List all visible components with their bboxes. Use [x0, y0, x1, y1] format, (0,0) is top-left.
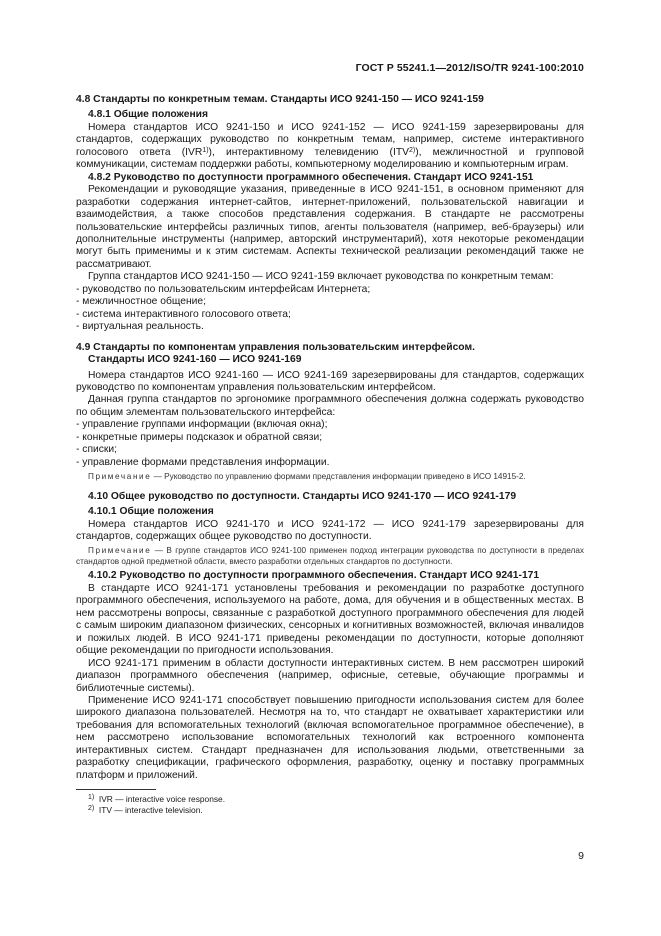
section-4-8-2-paragraph-1: Рекомендации и руководящие указания, приведенные в ИСО 9241-151, в основном применяют для разработки содержания интернет-сайтов, интернет-приложений, пользовательской навигации и взаимодействия, а также способов представления содержания. В стандарте не рассмотрены пользовательские интерфейсы различных типов, агенты пользователя (например, веб-браузеры) или дополнительные инструменты (например, авторский инструментарий), хотя некоторые рекомендации могут быть применимы и к этим системам. Аспекты технической реализации рекомендаций также не рассматривают.	[76, 184, 584, 270]
section-4-8-1-paragraph	[76, 122, 584, 172]
list-item: - система интерактивного голосового ответа;	[76, 308, 291, 320]
section-4-8-2-heading: 4.8.2 Руководство по доступности программного обеспечения. Стандарт ИСО 9241-151	[88, 171, 534, 183]
section-4-10-1-note	[76, 546, 584, 567]
page-number: 9	[578, 850, 584, 862]
footnote-ref-2: 2)	[409, 146, 416, 154]
section-4-10-heading: 4.10 Общее руководство по доступности. Стандарты ИСО 9241-170 — ИСО 9241-179	[88, 490, 517, 502]
section-4-8-heading: 4.8 Стандарты по конкретным темам. Стандарты ИСО 9241-150 — ИСО 9241-159	[76, 94, 484, 105]
section-4-8-1-heading: 4.8.1 Общие положения	[88, 109, 208, 121]
section-4-10-1-paragraph: Номера стандартов ИСО 9241-170 и ИСО 9241-172 — ИСО 9241-179 зарезервированы для стандартов, содержащих общее руководство по доступности.	[76, 518, 584, 542]
section-4-9-note	[76, 472, 584, 483]
note-label: Примечание	[88, 472, 152, 482]
footnote-divider	[76, 789, 156, 790]
section-4-8-2-paragraph-2: Группа стандартов ИСО 9241-150 — ИСО 9241-159 включает руководства по конкретным темам:	[88, 271, 554, 283]
footnote-mark: 1)	[88, 794, 95, 801]
section-4-10-2-paragraph-3: Применение ИСО 9241-171 способствует повышению пригодности использования систем для более широкого диапазона пользователей. Несмотря на то, что стандарт не охватывает характеристики или требования для вспомогательных технологий (включая вспомогательное программное обеспечение), в нем рассмотрено использование вспомогательных технологий как встроенного компонента интерактивных систем. Стандарт предназначен для использования людьми, ответственными за разработку спецификации, графического оформления, разработку, оценку и поставку программных платформ и приложений.	[76, 694, 584, 781]
note-text: — Руководство по управлению формами представления информации приведено в ИСО 14915-2.	[153, 472, 526, 482]
section-4-9-heading-line-2: Стандарты ИСО 9241-160 — ИСО 9241-169	[88, 354, 302, 366]
list-item: - управление формами представления информации.	[76, 456, 330, 468]
footnote-item	[76, 805, 584, 816]
list-item: - виртуальная реальность.	[76, 321, 204, 333]
paragraph-text: ), межличностной и групповой коммуникации, системам поддержки работы, компьютерному моделированию и компьютерным играм.	[76, 146, 584, 171]
paragraph-text: ), интерактивному телевидению (ITV	[208, 146, 409, 158]
footnote-text: IVR — interactive voice response.	[98, 794, 226, 804]
note-label: Примечание	[88, 546, 152, 556]
section-4-9-heading-line-1: 4.9 Стандарты по компонентам управления пользовательским интерфейсом.	[76, 341, 475, 353]
paragraph-text: Номера стандартов ИСО 9241-150 и ИСО 9241-152 — ИСО 9241-159 зарезервированы для стандартов, содержащих руководство по конкретным темам, например, системе интерактивного голосового ответа (IVR	[76, 121, 584, 158]
section-4-10-1-heading: 4.10.1 Общие положения	[88, 506, 214, 518]
list-item: - конкретные примеры подсказок и обратной связи;	[76, 431, 323, 443]
footnote-text: ITV — interactive television.	[98, 804, 203, 815]
footnote-mark: 2)	[88, 804, 95, 812]
footnote-ref-1: 1)	[202, 146, 209, 154]
section-4-9-paragraph-1: Номера стандартов ИСО 9241-160 — ИСО 9241-169 зарезервированы для стандартов, содержащих руководство по компонентам управления пользовательским интерфейсом.	[76, 369, 584, 393]
section-4-10-2-paragraph-2: ИСО 9241-171 применим в области доступности интерактивных систем. В нем рассмотрен широкий диапазон программного обеспечения (например, офисные, сетевые, обучающие программы и библиотечные системы).	[76, 657, 584, 694]
section-4-10-2-paragraph-1: В стандарте ИСО 9241-171 установлены требования и рекомендации по разработке доступного программного обеспечения, используемого на работе, дома, для обучения и в общественных местах. В нем рассмотрены вопросы, связанные с разработкой доступного программного обеспечения для людей с самым широким диапазоном физических, сенсорных и когнитивных возможностей, включая инвалидов и пожилых людей. В ИСО 9241-171 приведены рекомендации по доступности, которые дополняют общие рекомендации по пригодности использования.	[76, 582, 584, 657]
standard-code-header: ГОСТ Р 55241.1—2012/ISO/TR 9241-100:2010	[355, 62, 584, 74]
list-item: - руководство по пользовательским интерфейсам Интернета;	[76, 283, 371, 295]
section-4-9-paragraph-2: Данная группа стандартов по эргономике программного обеспечения должна содержать руководство по общим элементам пользовательского интерфейса:	[76, 394, 584, 418]
list-item: - межличностное общение;	[76, 296, 207, 308]
footnote-item	[76, 794, 584, 805]
section-4-10-2-heading: 4.10.2 Руководство по доступности программного обеспечения. Стандарт ИСО 9241-171	[88, 570, 540, 582]
list-item: - управление группами информации (включая окна);	[76, 419, 328, 431]
list-item: - списки;	[76, 444, 118, 456]
footnotes	[76, 794, 584, 815]
note-text: — В группе стандартов ИСО 9241-100 применен подход интеграции руководства по доступности в пределах стандартов одной предметной области, вместо разработки отдельных стандартов по доступности.	[76, 546, 584, 566]
page-content	[76, 94, 584, 782]
